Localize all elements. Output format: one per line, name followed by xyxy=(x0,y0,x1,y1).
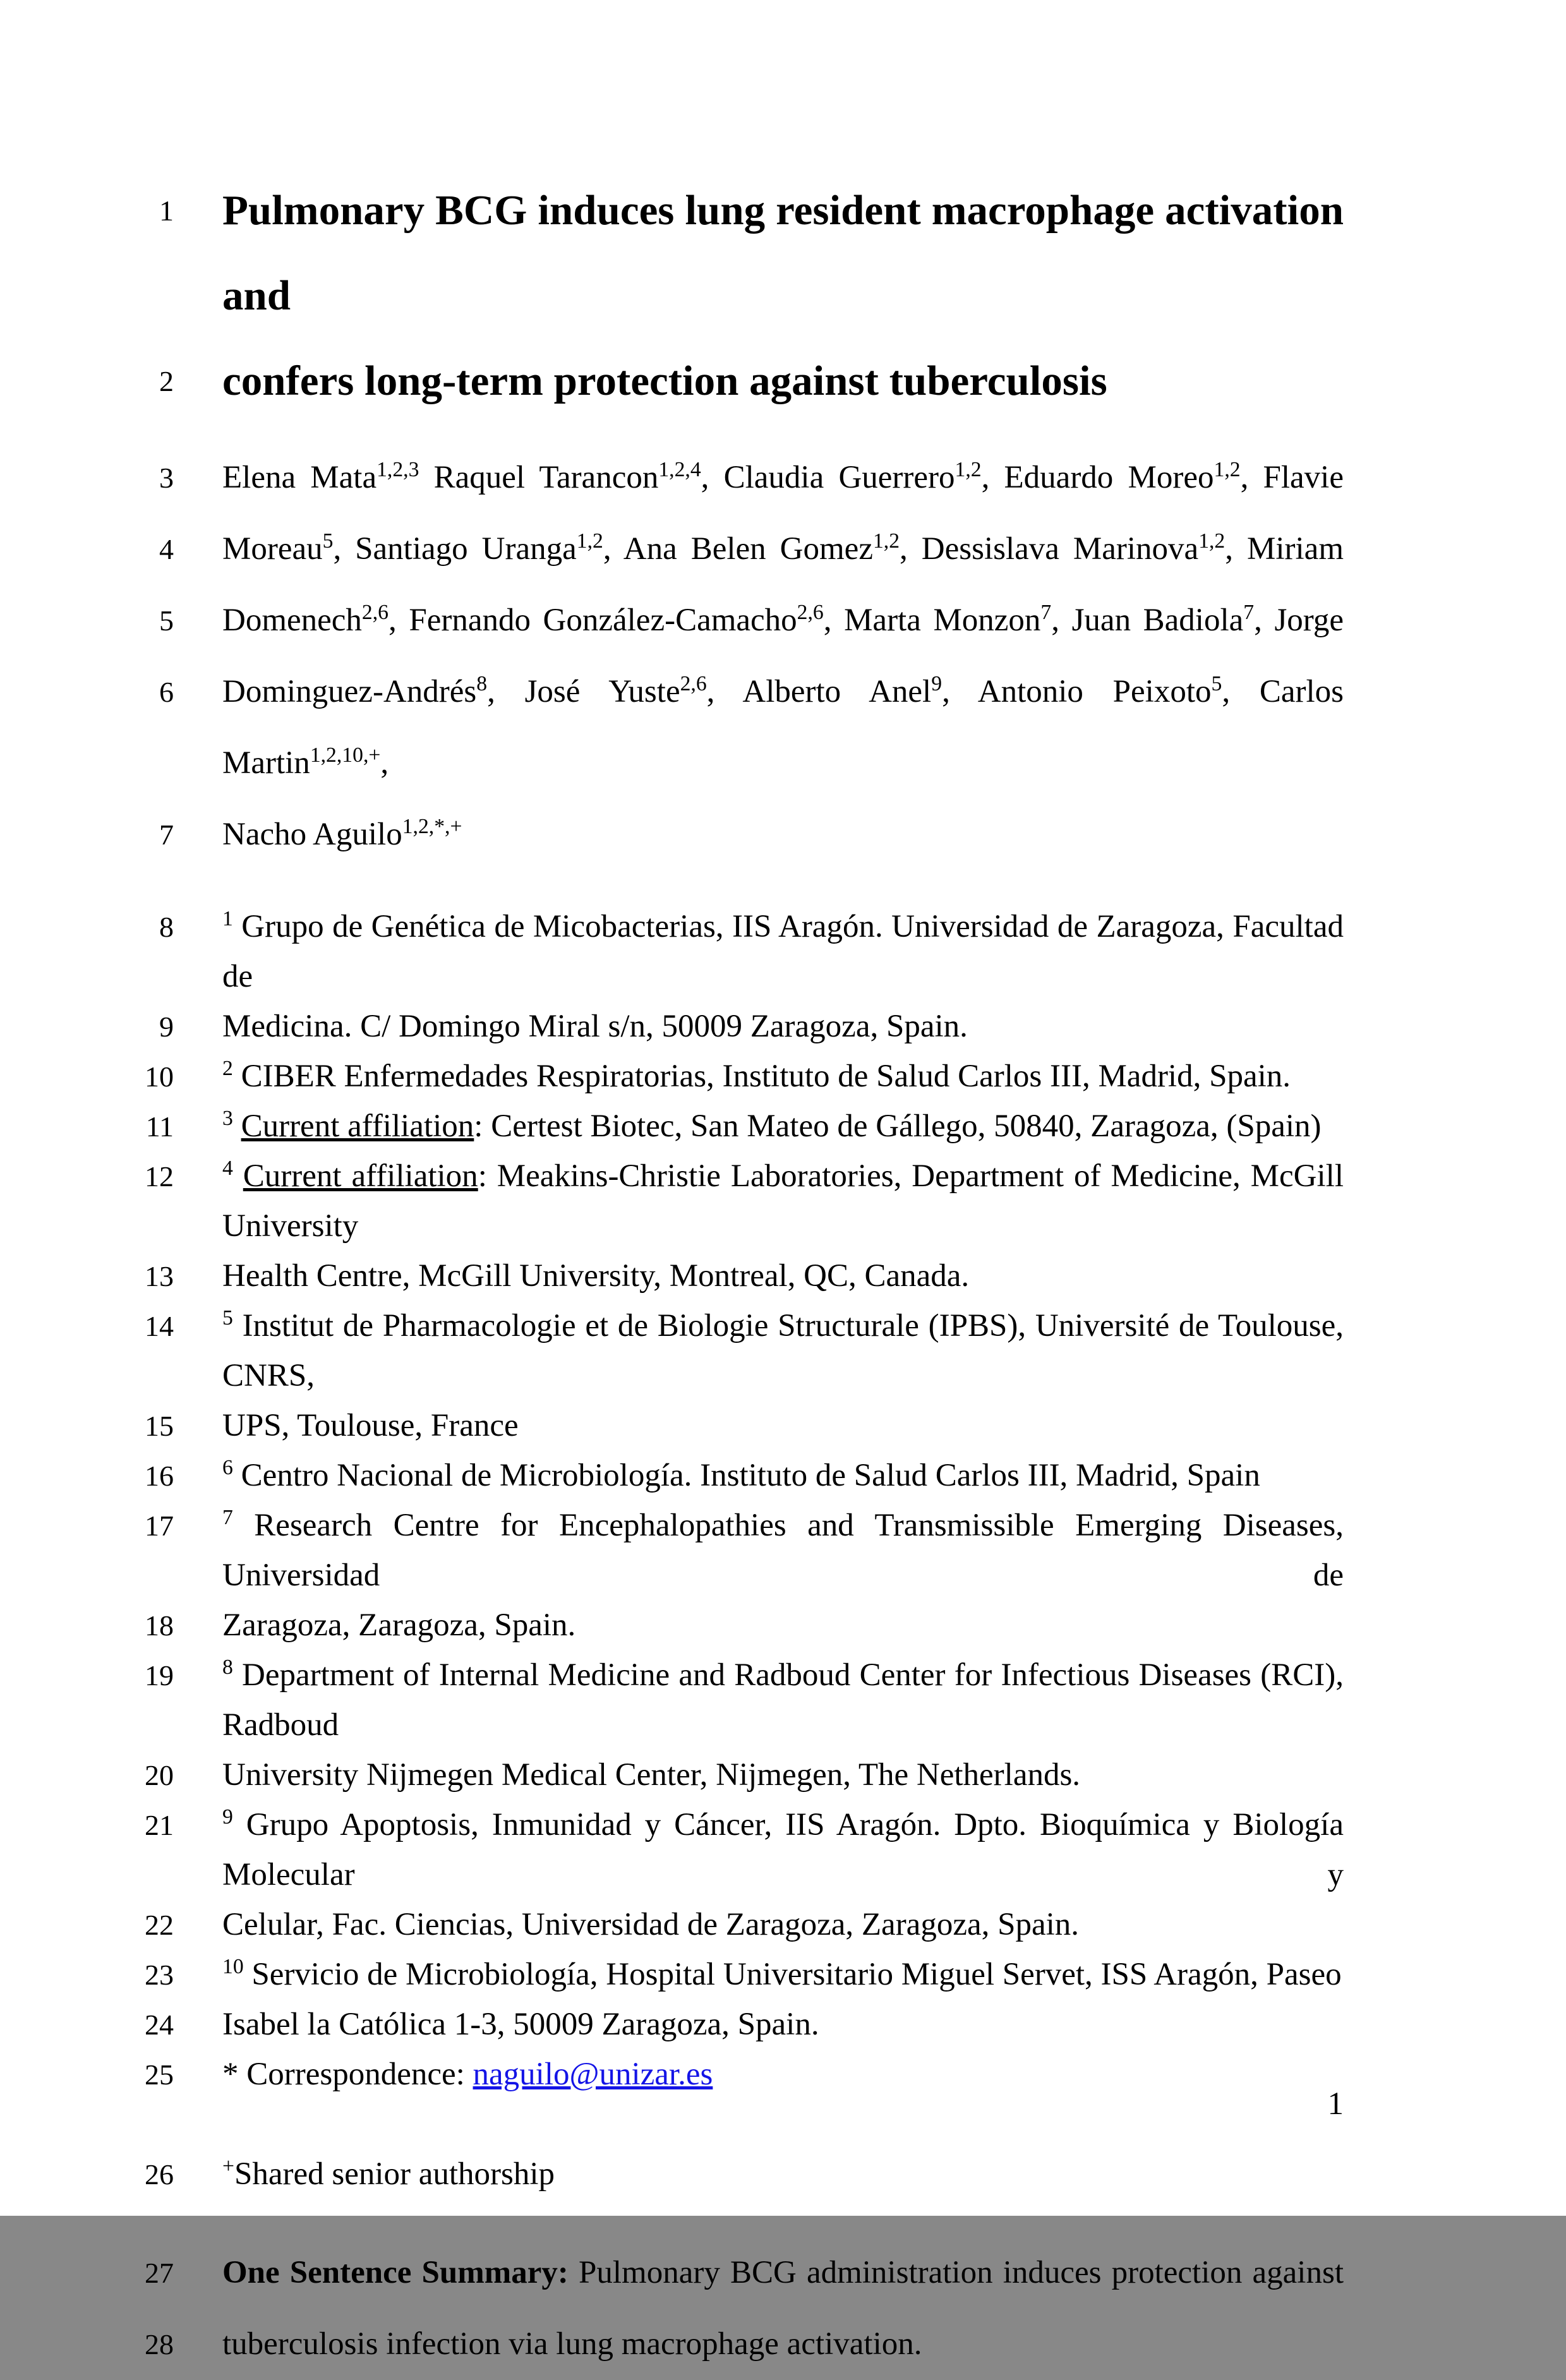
text-segment: 9 xyxy=(222,1805,233,1829)
line-number: 26 xyxy=(145,2158,174,2191)
text-segment: 7 xyxy=(1243,601,1255,624)
manuscript-line xyxy=(145,2000,1344,2050)
text-segment: University Nijmegen Medical Center, Nijmegen, The Netherlands. xyxy=(222,1757,1081,1793)
correspondence-email-link[interactable]: naguilo@unizar.es xyxy=(473,2057,713,2092)
manuscript-line xyxy=(145,1950,1344,2000)
text-segment: , Eduardo Moreo xyxy=(981,460,1214,495)
text-segment: 5 xyxy=(1211,672,1222,695)
text-segment: CIBER Enfermedades Respiratorias, Instituto de Salud Carlos III, Madrid, Spain. xyxy=(232,1059,1291,1094)
text-segment: Department of Internal Medicine and Radboud Center for Infectious Diseases (RCI), Radboud xyxy=(222,1657,1344,1743)
section-title xyxy=(159,168,1344,424)
line-number: 28 xyxy=(145,2328,174,2360)
text-segment: Health Centre, McGill University, Montreal, QC, Canada. xyxy=(222,1258,970,1294)
text-segment: 1,2 xyxy=(872,529,900,553)
text-segment xyxy=(233,1109,241,1144)
text-segment: Medicina. C/ Domingo Miral s/n, 50009 Zaragoza, Spain. xyxy=(222,1009,968,1044)
text-segment: tuberculosis infection via lung macrophage activation. xyxy=(222,2326,922,2362)
text-segment: , Carlos Martin xyxy=(222,674,1344,781)
manuscript-line xyxy=(159,339,1344,424)
line-number: 13 xyxy=(145,1260,174,1292)
line-number: 10 xyxy=(145,1061,174,1093)
text-segment: Grupo de Genética de Micobacterias, IIS Aragón. Universidad de Zaragoza, Facultad de xyxy=(222,909,1344,994)
text-segment: * Correspondence: xyxy=(222,2057,473,2092)
text-segment: One Sentence Summary: xyxy=(222,2255,569,2290)
text-segment: 1,2,*,+ xyxy=(402,815,462,838)
text-segment: , Antonio Peixoto xyxy=(942,674,1212,709)
text-segment: 1,2 xyxy=(1214,458,1241,481)
line-number: 5 xyxy=(159,604,174,637)
line-number: 17 xyxy=(145,1510,174,1542)
text-segment: 1,2,3 xyxy=(376,458,419,481)
line-number: 6 xyxy=(159,676,174,708)
text-segment: Zaragoza, Zaragoza, Spain. xyxy=(222,1608,576,1643)
line-number: 21 xyxy=(145,1809,174,1841)
section-affiliations xyxy=(145,902,1344,2100)
text-segment: UPS, Toulouse, France xyxy=(222,1408,519,1443)
text-segment: , Ana Belen Gomez xyxy=(603,531,873,567)
manuscript-line xyxy=(159,656,1344,799)
line-number: 3 xyxy=(159,462,174,494)
text-segment: : Meakins-Christie Laboratories, Department of Medicine, McGill University xyxy=(222,1158,1344,1244)
text-segment: , Miriam xyxy=(1225,531,1344,567)
text-segment: + xyxy=(222,2155,234,2178)
page-number: 1 xyxy=(1327,2086,1344,2122)
text-segment: Pulmonary BCG induces lung resident macrophage activation and xyxy=(222,187,1344,319)
text-segment: , Juan Badiola xyxy=(1051,603,1244,638)
section-senior-note xyxy=(145,2149,1344,2199)
text-segment: 8 xyxy=(476,672,488,695)
text-segment: , Flavie xyxy=(1240,460,1344,495)
line-number: 1 xyxy=(159,195,174,227)
text-segment: 1,2 xyxy=(1198,529,1226,553)
text-segment: 1,2,10,+ xyxy=(310,743,381,767)
manuscript-line xyxy=(145,1151,1344,1251)
manuscript-line xyxy=(145,1451,1344,1501)
text-segment: Current affiliation xyxy=(241,1109,474,1144)
manuscript-line xyxy=(145,1251,1344,1301)
line-number: 18 xyxy=(145,1609,174,1642)
text-segment: Domenech xyxy=(222,603,362,638)
text-segment: , Santiago Uranga xyxy=(333,531,577,567)
line-number: 15 xyxy=(145,1410,174,1442)
text-segment: Celular, Fac. Ciencias, Universidad de Zaragoza, Zaragoza, Spain. xyxy=(222,1907,1080,1942)
text-segment: 1,2 xyxy=(955,458,982,481)
manuscript-line xyxy=(145,1102,1344,1151)
manuscript-line xyxy=(145,1401,1344,1451)
text-segment: 2 xyxy=(222,1057,233,1080)
manuscript-line xyxy=(159,799,1344,870)
line-number: 14 xyxy=(145,1310,174,1342)
manuscript-line xyxy=(145,1750,1344,1800)
section-authors xyxy=(159,442,1344,870)
text-segment: 6 xyxy=(222,1456,233,1479)
text-segment: 1,2,4 xyxy=(658,458,701,481)
text-segment: 8 xyxy=(222,1656,233,1679)
line-number: 8 xyxy=(159,911,174,943)
line-number: 24 xyxy=(145,2009,174,2041)
text-segment: 4 xyxy=(222,1157,233,1180)
line-number: 11 xyxy=(145,1110,174,1143)
text-segment: , Marta Monzon xyxy=(823,603,1041,638)
manuscript-line xyxy=(145,1601,1344,1650)
line-number: 4 xyxy=(159,533,174,565)
text-segment: Isabel la Católica 1-3, 50009 Zaragoza, Spain. xyxy=(222,2007,819,2042)
text-segment: 2,6 xyxy=(680,672,707,695)
text-segment: Shared senior authorship xyxy=(234,2156,555,2192)
manuscript-line xyxy=(159,1002,1344,1052)
section-one-sentence-summary xyxy=(145,2237,1344,2380)
text-segment: , Alberto Anel xyxy=(706,674,932,709)
text-segment xyxy=(233,1158,243,1194)
line-number: 20 xyxy=(145,1759,174,1791)
text-segment: Pulmonary BCG administration induces protection against xyxy=(568,2255,1344,2290)
text-segment: , Claudia Guerrero xyxy=(701,460,955,495)
manuscript-line xyxy=(145,1501,1344,1601)
text-segment: Grupo Apoptosis, Inmunidad y Cáncer, IIS Aragón. Dpto. Bioquímica y Biología Molecular y xyxy=(222,1807,1344,1892)
text-segment: 2,6 xyxy=(797,601,824,624)
text-segment: Elena Mata xyxy=(222,460,377,495)
text-segment: 7 xyxy=(1040,601,1052,624)
text-segment: : Certest Biotec, San Mateo de Gállego, 50840, Zaragoza, (Spain) xyxy=(474,1109,1322,1144)
manuscript-line xyxy=(159,168,1344,339)
text-segment: Servicio de Microbiología, Hospital Universitario Miguel Servet, ISS Aragón, Paseo xyxy=(243,1957,1342,1992)
text-segment: Centro Nacional de Microbiología. Instituto de Salud Carlos III, Madrid, Spain xyxy=(232,1458,1260,1493)
text-segment: 1 xyxy=(222,907,233,930)
line-number: 7 xyxy=(159,819,174,851)
line-number: 16 xyxy=(145,1460,174,1492)
text-segment: 5 xyxy=(322,529,334,553)
text-segment: Dominguez-Andrés xyxy=(222,674,477,709)
manuscript-line xyxy=(145,1800,1344,1900)
line-number: 2 xyxy=(159,365,174,397)
text-segment: 1,2 xyxy=(576,529,603,553)
text-segment: Institut de Pharmacologie et de Biologie Structurale (IPBS), Université de Toulouse, CNRS, xyxy=(222,1308,1344,1393)
line-number: 22 xyxy=(145,1909,174,1941)
manuscript-line xyxy=(159,514,1344,585)
text-segment: 9 xyxy=(931,672,943,695)
text-segment: Raquel Tarancon xyxy=(419,460,659,495)
text-segment: Moreau xyxy=(222,531,323,567)
manuscript-line xyxy=(145,1052,1344,1102)
manuscript-line xyxy=(145,1301,1344,1401)
line-number: 19 xyxy=(145,1659,174,1692)
text-segment: 5 xyxy=(222,1306,233,1330)
text-segment: , Dessislava Marinova xyxy=(900,531,1199,567)
text-segment: , Fernando González-Camacho xyxy=(388,603,797,638)
manuscript-line xyxy=(145,1900,1344,1950)
text-segment: , Jorge xyxy=(1254,603,1344,638)
text-segment: Research Centre for Encephalopathies and Transmissible Emerging Diseases, Universidad de xyxy=(222,1508,1344,1593)
text-segment: 2,6 xyxy=(361,601,388,624)
manuscript-line xyxy=(145,2309,1344,2380)
line-number: 27 xyxy=(145,2257,174,2289)
manuscript-line xyxy=(145,2237,1344,2309)
text-segment: , José Yuste xyxy=(487,674,680,709)
text-segment: 10 xyxy=(222,1955,244,1978)
manuscript-line xyxy=(145,2149,1344,2199)
manuscript-line xyxy=(159,902,1344,1002)
text-segment: Nacho Aguilo xyxy=(222,817,402,852)
page-content xyxy=(145,168,1344,2380)
text-segment: , xyxy=(380,745,389,781)
text-segment: 3 xyxy=(222,1107,233,1130)
text-segment: confers long-term protection against tuberculosis xyxy=(222,358,1107,404)
line-number: 12 xyxy=(145,1160,174,1193)
text-segment: 7 xyxy=(222,1506,233,1529)
manuscript-line xyxy=(159,442,1344,514)
text-segment: Current affiliation xyxy=(243,1158,478,1194)
line-number: 23 xyxy=(145,1959,174,1991)
line-number: 25 xyxy=(145,2058,174,2091)
manuscript-line xyxy=(145,1650,1344,1750)
manuscript-line xyxy=(159,585,1344,656)
line-number: 9 xyxy=(159,1011,174,1043)
